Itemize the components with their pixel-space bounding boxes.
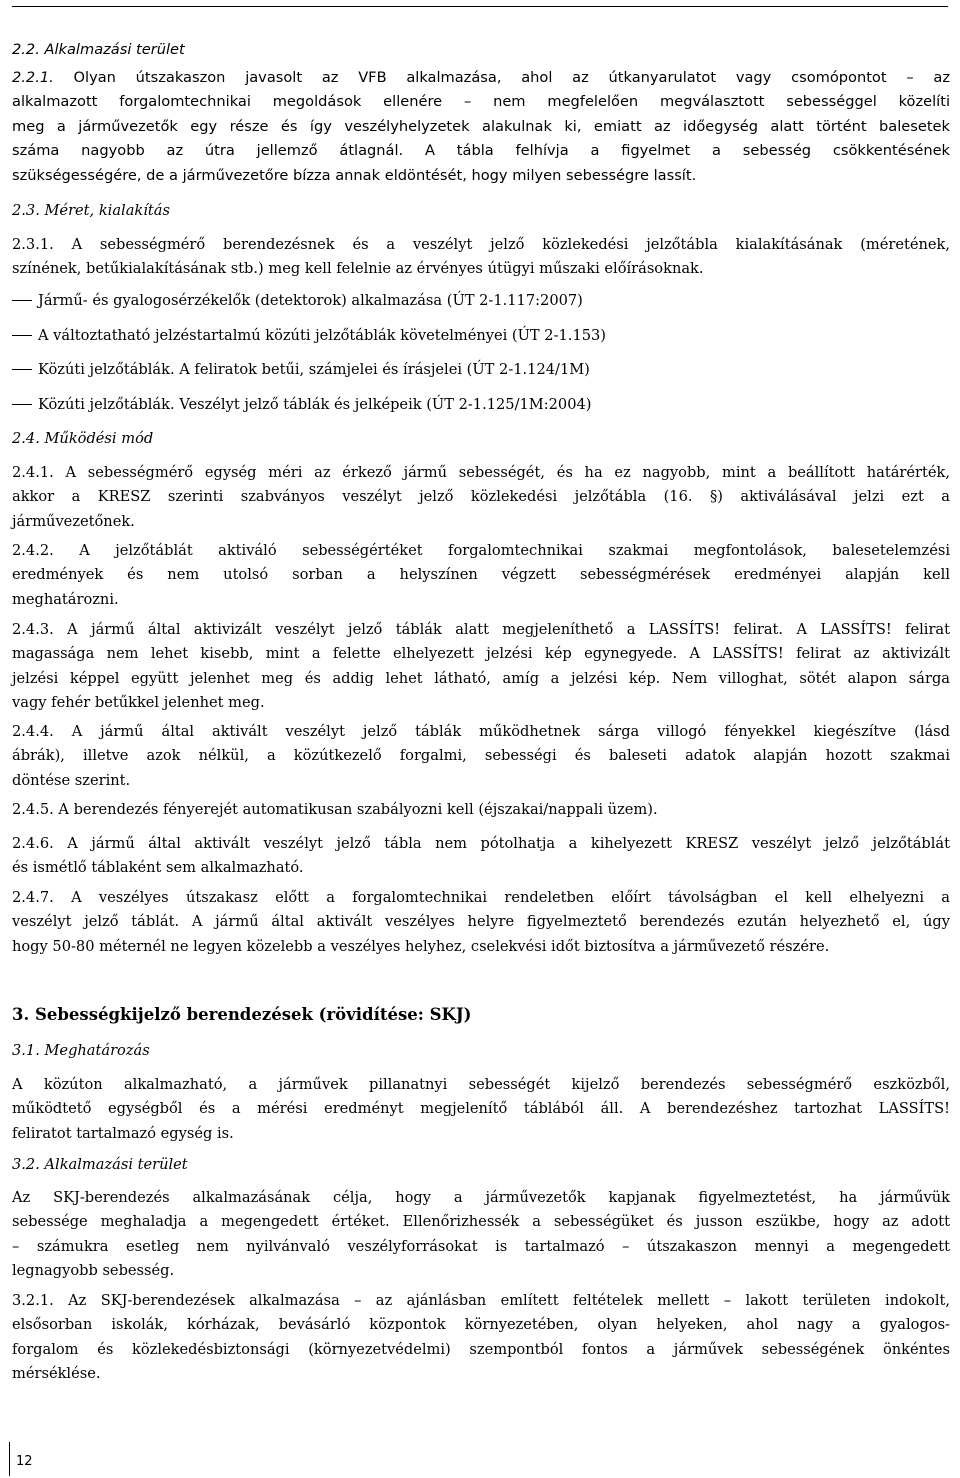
dash-bullet-icon bbox=[12, 404, 32, 405]
paragraph-2-4-2: 2.4.2. A jelzőtáblát aktiváló sebességértéket forgalomtechnikai szakmai megfontolások, balesetelemzési eredmények és nem utolsó sorban a helyszínen végzett sebességmérések eredményei alapján kell meghatározni. bbox=[12, 542, 950, 608]
standards-list-item: Jármű- és gyalogosérzékelők (detektorok) alkalmazása (ÚT 2-1.117:2007) bbox=[12, 289, 950, 313]
standards-list-item: Közúti jelzőtáblák. Veszélyt jelző táblák és jelképeik (ÚT 2-1.125/1M:2004) bbox=[12, 393, 950, 417]
heading-3-2: 3.2. Alkalmazási terület bbox=[12, 1156, 188, 1173]
paragraph-2-4-3: 2.4.3. A jármű által aktivizált veszélyt jelző táblák alatt megjeleníthető a LASSÍTS! felirat. A LASSÍTS! felirat magassága nem lehet kisebb, mint a felette elhelyezett jelzési kép egynegyede. A LASSÍTS! felirat az aktivizált jelzési képpel együtt jelenhet meg és addig lehet látható, amíg a jelzési kép. Nem villoghat, sötét alapon sárga vagy fehér betűkkel jelenhet meg. bbox=[12, 621, 950, 712]
paragraph-number: 2.2.1. bbox=[12, 69, 54, 86]
dash-bullet-icon bbox=[12, 369, 32, 370]
dash-bullet-icon bbox=[12, 300, 32, 301]
paragraph-3-1: A közúton alkalmazható, a járművek pillanatnyi sebességét kijelző berendezés sebességmérő eszközből, működtető egységből és a mérési eredményt megjelenítő táblából áll. A berendezéshez tartozhat LASSÍTS! feliratot tartalmazó egység is. bbox=[12, 1076, 950, 1142]
paragraph-2-3-1: 2.3.1. A sebességmérő berendezésnek és a veszélyt jelző közlekedési jelzőtábla kialakításának (méretének, színének, betűkialakításának stb.) meg kell felelnie az érvényes útügyi műszaki előírásoknak. bbox=[12, 236, 950, 278]
page-number: 12 bbox=[16, 1454, 33, 1469]
paragraph-2-4-4: 2.4.4. A jármű által aktivált veszélyt jelző táblák működhetnek sárga villogó fényekkel kiegészítve (lásd ábrák), illetve azok nélkül, a közútkezelő forgalmi, sebességi és baleseti adatok alapján hozott szakmai döntése szerint. bbox=[12, 723, 950, 789]
footer-rule bbox=[9, 1442, 10, 1476]
paragraph-2-4-1: 2.4.1. A sebességmérő egység méri az érkező jármű sebességét, és ha ez nagyobb, mint a beállított határérték, akkor a KRESZ szerinti szabványos veszélyt jelző közlekedési jelzőtábla (16. §) aktiválásával jelzi ezt a járművezetőnek. bbox=[12, 464, 950, 530]
header-rule bbox=[12, 6, 948, 7]
paragraph-2-2-1: 2.2.1. Olyan útszakaszon javasolt az VFB alkalmazása, ahol az útkanyarulatot vagy csomópontot – az alkalmazott forgalomtechnikai megoldások ellenére – nem megfelelően megválasztott sebességgel közelíti meg a járművezetők egy része és így veszélyhelyzetek alakulnak ki, emiatt az időegység alatt történt balesetek száma nagyobb az útra jellemző átlagnál. A tábla felhívja a figyelmet a sebesség csökkentésének szükségességére, de a járművezetőre bízza annak eldöntését, hogy milyen sebességre lassít. bbox=[12, 69, 951, 184]
paragraph-3-2: Az SKJ-berendezés alkalmazásának célja, hogy a járművezetők kapjanak figyelmeztetést, ha járművük sebessége meghaladja a megengedett értéket. Ellenőrizhessék a sebességüket és jusson eszükbe, hogy az adott – számukra esetleg nem nyilvánvaló veszélyforrásokat is tartalmazó – útszakaszon mennyi a megengedett legnagyobb sebesség. bbox=[12, 1189, 950, 1280]
paragraph-2-4-7: 2.4.7. A veszélyes útszakasz előtt a forgalomtechnikai rendeletben előírt távolságban el kell elhelyezni a veszélyt jelző táblát. A jármű által aktivált veszélyes helyre figyelmeztető berendezés ezután helyezhető el, úgy hogy 50-80 méternél ne legyen közelebb a veszélyes helyhez, cselekvési időt biztosítva a járművezető részére. bbox=[12, 889, 950, 955]
standards-list-item: Közúti jelzőtáblák. A feliratok betűi, számjelei és írásjelei (ÚT 2-1.124/1M) bbox=[12, 358, 950, 382]
paragraph-2-4-6: 2.4.6. A jármű által aktivált veszélyt jelző tábla nem pótolhatja a kihelyezett KRESZ veszélyt jelző jelzőtáblát és ismétlő táblaként sem alkalmazható. bbox=[12, 835, 950, 877]
paragraph-3-2-1: 3.2.1. Az SKJ-berendezések alkalmazása – az ajánlásban említett feltételek mellett – lakott területen indokolt, elsősorban iskolák, kórházak, bevásárló központok környezetében, olyan helyeken, ahol nagy a gyalogos- forgalom és közlekedésbiztonsági (környezetvédelmi) szempontból fontos a járművek sebességének önkéntes mérséklése. bbox=[12, 1292, 950, 1383]
page-footer bbox=[0, 1440, 60, 1478]
dash-bullet-icon bbox=[12, 335, 32, 336]
heading-3-1: 3.1. Meghatározás bbox=[12, 1042, 150, 1059]
paragraph-2-4-5: 2.4.5. A berendezés fényerejét automatikusan szabályozni kell (éjszakai/nappali üzem). bbox=[12, 801, 658, 818]
heading-2-4: 2.4. Működési mód bbox=[12, 430, 154, 447]
heading-2-2: 2.2. Alkalmazási terület bbox=[12, 41, 185, 58]
standards-list-item: A változtatható jelzéstartalmú közúti jelzőtáblák követelményei (ÚT 2-1.153) bbox=[12, 324, 950, 348]
heading-3: 3. Sebességkijelző berendezések (rövidítése: SKJ) bbox=[12, 1005, 472, 1024]
heading-2-3: 2.3. Méret, kialakítás bbox=[12, 202, 170, 219]
